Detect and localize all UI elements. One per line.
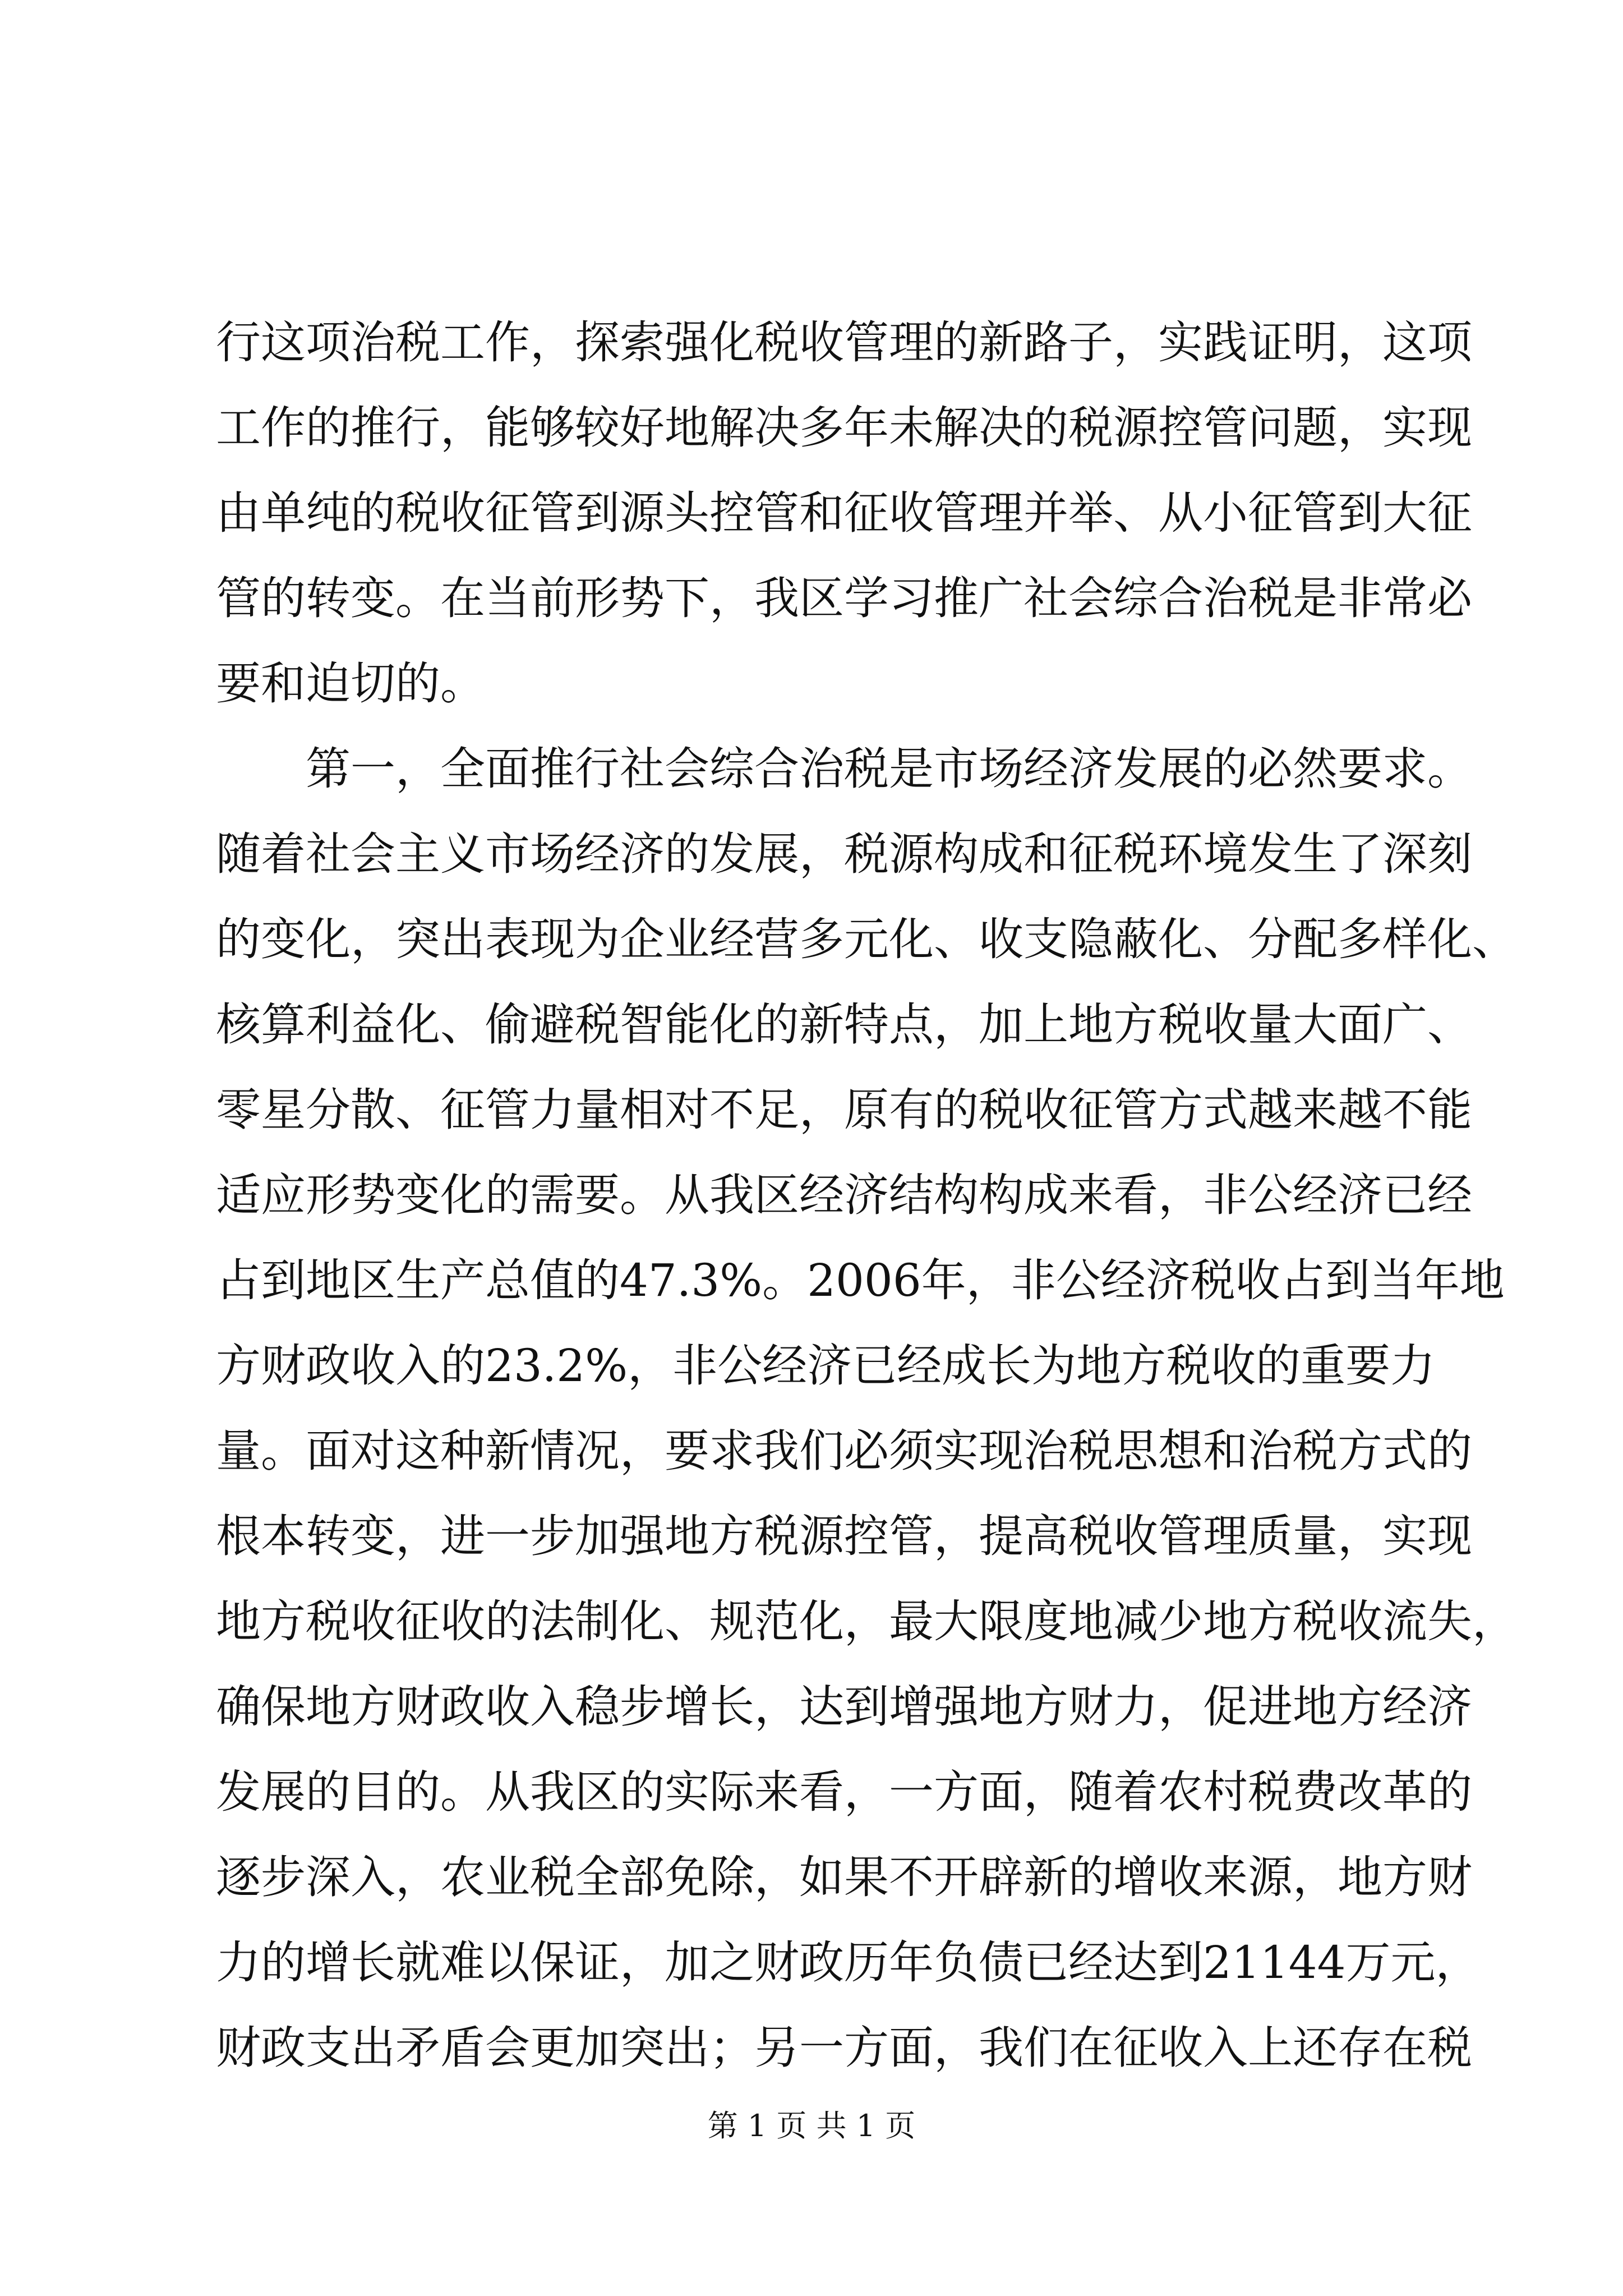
text-line: 工作的推行，能够较好地解决多年未解决的税源控管问题，实现: [216, 402, 1472, 454]
paragraph-first-line: 第一，全面推行社会综合治税是市场经济发展的必然要求。: [306, 743, 1472, 795]
page-footer: [0, 2104, 1623, 2148]
page-number: 第 1 页 共 1 页: [707, 2108, 916, 2143]
text-line: 地方税收征收的法制化、规范化，最大限度地减少地方税收流失，: [216, 1595, 1517, 1648]
text-line: 适应形势变化的需要。从我区经济结构构成来看，非公经济已经: [216, 1169, 1472, 1221]
text-line: 确保地方财政收入稳步增长，达到增强地方财力，促进地方经济: [216, 1681, 1472, 1733]
text-line: 的变化，突出表现为企业经营多元化、收支隐蔽化、分配多样化、: [216, 913, 1517, 965]
text-line: 行这项治税工作，探索强化税收管理的新路子，实践证明，这项: [216, 316, 1472, 369]
text-line: 核算利益化、偷避税智能化的新特点，加上地方税收量大面广、: [216, 999, 1472, 1051]
text-line: 力的增长就难以保证，加之财政历年负债已经达到21144万元，: [216, 1936, 1481, 1989]
body-text: [216, 300, 1517, 2091]
text-line: 管的转变。在当前形势下，我区学习推广社会综合治税是非常必: [216, 572, 1472, 624]
text-line: 发展的目的。从我区的实际来看，一方面，随着农村税费改革的: [216, 1766, 1472, 1818]
text-line: 方财政收入的23.2%，非公经济已经成长为地方税收的重要力: [216, 1340, 1436, 1392]
text-line: 量。面对这种新情况，要求我们必须实现治税思想和治税方式的: [216, 1425, 1472, 1477]
text-line: 要和迫切的。: [216, 657, 485, 710]
text-line: 根本转变，进一步加强地方税源控管，提高税收管理质量，实现: [216, 1510, 1472, 1562]
text-line: 逐步深入，农业税全部免除，如果不开辟新的增收来源，地方财: [216, 1851, 1472, 1903]
text-line: 占到地区生产总值的47.3%。2006年，非公经济税收占到当年地: [216, 1254, 1505, 1306]
text-line: 由单纯的税收征管到源头控管和征收管理并举、从小征管到大征: [216, 487, 1472, 539]
text-line: 财政支出矛盾会更加突出；另一方面，我们在征收入上还存在税: [216, 2022, 1472, 2074]
text-line: 随着社会主义市场经济的发展，税源构成和征税环境发生了深刻: [216, 828, 1472, 880]
text-line: 零星分散、征管力量相对不足，原有的税收征管方式越来越不能: [216, 1084, 1472, 1136]
